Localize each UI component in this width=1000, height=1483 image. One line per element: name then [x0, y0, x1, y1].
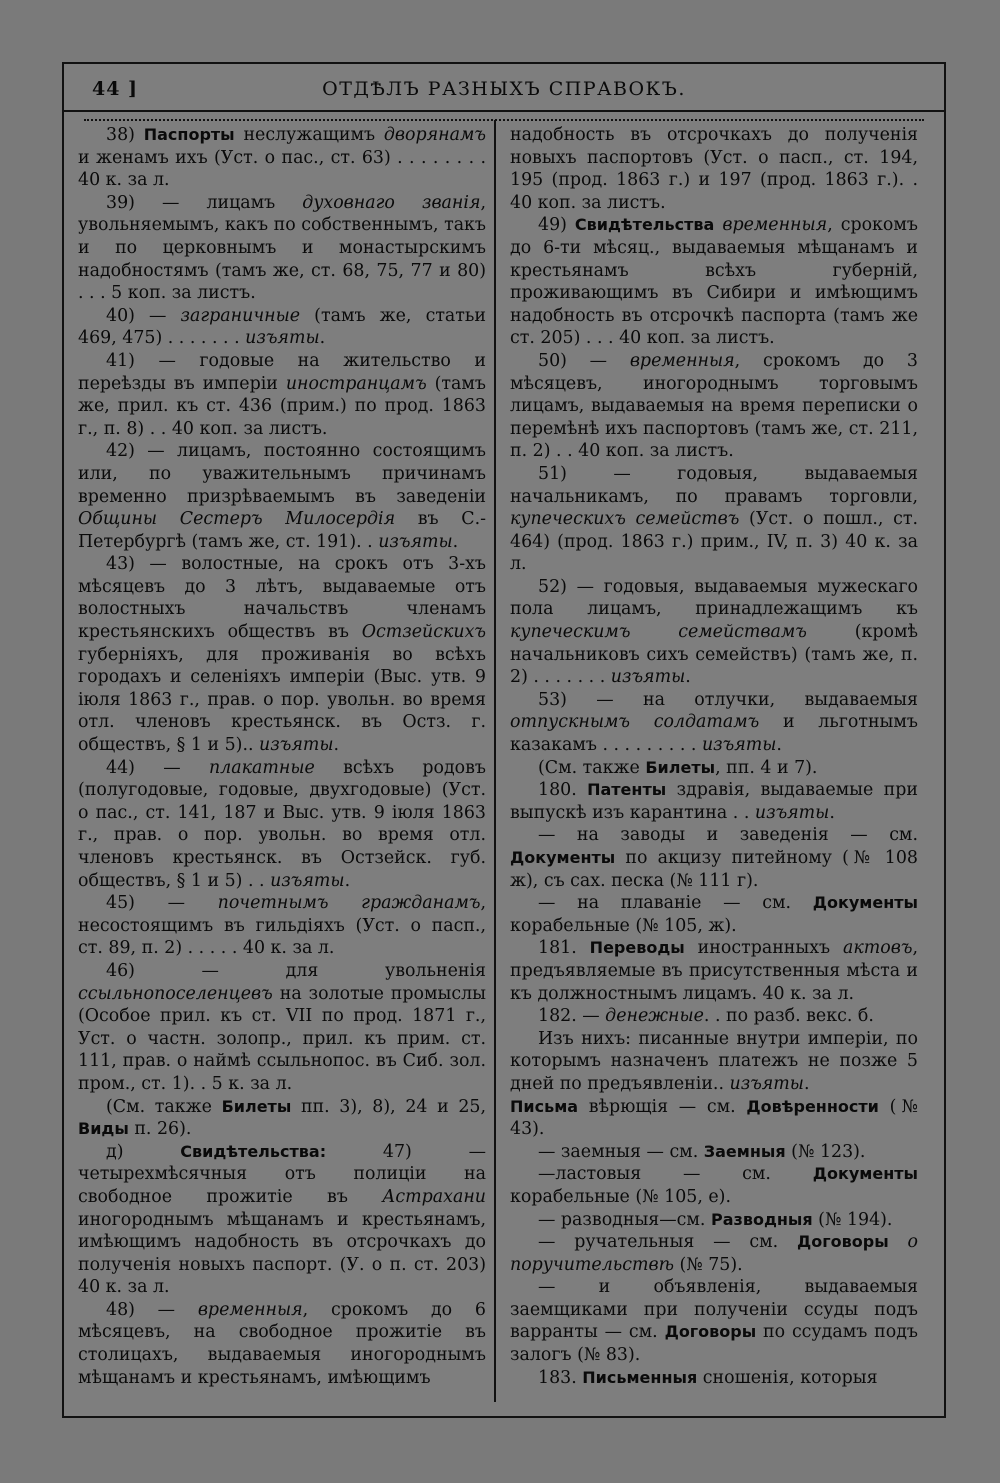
page-header — [64, 64, 944, 112]
paragraph: — разводныя—см. Разводныя (№ 194). — [538, 1209, 893, 1230]
right-column — [510, 124, 918, 1389]
page-title: ОТДѢЛЪ РАЗНЫХЪ СПРАВОКЪ. — [322, 78, 686, 100]
paragraph: Изъ нихъ: писанные внутри имперіи, по которымъ назначенъ платежъ не позже 5 дней по предъявленіи.. изъяты. — [510, 1028, 918, 1094]
paragraph: 39) — лицамъ духовнаго званія, увольняемымъ, какъ по собственнымъ, такъ и по церковнымъ и монастырскимъ надобностямъ (тамъ же, ст. 68, 75, 77 и 80) . . . 5 коп. за листъ. — [78, 192, 486, 304]
paragraph: — заемныя — см. Заемныя (№ 123). — [538, 1141, 866, 1162]
paragraph: 52) — годовыя, выдаваемыя мужескаго пола лицамъ, принадлежащимъ къ купеческимъ семействамъ (кромѣ начальниковъ сихъ семействъ) (тамъ же, п. 2) . . . . . . . изъяты. — [510, 576, 918, 688]
paragraph: 42) — лицамъ, постоянно состоящимъ или, по уважительнымъ причинамъ временно призрѣваемымъ въ заведеніи Общины Сестеръ Милосердія въ С.-Петербургѣ (тамъ же, ст. 191). . изъяты. — [78, 441, 486, 552]
paragraph: (См. также Билеты пп. 3), 8), 24 и 25, Виды п. 26). — [78, 1096, 486, 1140]
paragraph: 48) — временныя, срокомъ до 6 мѣсяцевъ, на свободное прожитіе въ столицахъ, выдаваемыя иногороднымъ мѣщанамъ и крестьянамъ, имѣющимъ — [78, 1299, 486, 1388]
page-number: 44 ] — [92, 78, 139, 100]
paragraph: 181. Переводы иностранныхъ актовъ, предъявляемые въ присутственныя мѣста и къ должностнымъ лицамъ. 40 к. за л. — [510, 938, 919, 1004]
paragraph: 38) Паспорты неслужащимъ дворянамъ и женамъ ихъ (Уст. о пас., ст. 63) . . . . . . . . 40 к. за л. — [78, 125, 486, 191]
paragraph: 49) Свидѣтельства временныя, срокомъ до 6-ти мѣсяц., выдаваемыя мѣщанамъ и крестьянамъ всѣхъ губерній, проживающимъ въ Сибири и имѣющимъ надобность въ отсрочкѣ паспорта (тамъ же ст. 205) . . . 40 коп. за листъ. — [510, 215, 918, 349]
paragraph: 46) — для увольненія ссыльнопоселенцевъ на золотые промыслы (Особое прил. къ ст. VII по прод. 1871 г., Уст. о частн. золопр., прил. къ прим. ст. 111, прав. о наймѣ ссыльнопос. въ Сиб. зол. пром., ст. 1). . 5 к. за л. — [78, 960, 486, 1094]
paragraph: 53) — на отлучки, выдаваемыя отпускнымъ солдатамъ и льготнымъ казакамъ . . . . . . . . . изъяты. — [510, 689, 918, 756]
paragraph: 44) — плакатные всѣхъ родовъ (полугодовые, годовые, двухгодовые) (Уст. о пас., ст. 141, 187 и Выс. утв. 9 іюля 1863 г., прав. о пор. увольн. во время отл. членовъ крестьянск. въ Остзейск. губ. обществъ, § 1 и 5) . . изъяты. — [78, 757, 486, 891]
paragraph: 51) — годовыя, выдаваемыя начальникамъ, по правамъ торговли, купеческихъ семействъ (Уст. о пошл., ст. 464) (прод. 1863 г.) прим., IV, п. 3) 40 к. за л. — [510, 463, 918, 575]
paragraph: — и объявленія, выдаваемыя заемщиками при полученіи ссуды подъ варранты — см. Договоры по ссудамъ подъ залогъ (№ 83). — [510, 1277, 918, 1366]
paragraph: 50) — временныя, срокомъ до 3 мѣсяцевъ, иногороднымъ торговымъ лицамъ, выдаваемыя на время переписки о перемѣнѣ ихъ паспортовъ (тамъ же, ст. 211, п. 2) . . 40 коп. за листъ. — [510, 350, 918, 462]
book-page — [62, 62, 946, 1418]
paragraph: 182. — денежные. . по разб. векс. б. — [538, 1006, 874, 1027]
paragraph: (См. также Билеты, пп. 4 и 7). — [538, 757, 818, 778]
paragraph: 180. Патенты здравія, выдаваемые при выпускѣ изъ карантина . . изъяты. — [510, 780, 918, 823]
paragraph: Письма вѣрющія — см. Довѣренности (№ 43). — [510, 1096, 918, 1140]
paragraph: 43) — волостные, на срокъ отъ 3-хъ мѣсяцевъ до 3 лѣтъ, выдаваемые отъ волостныхъ начальствъ членамъ крестьянскихъ обществъ въ Остзейскихъ губерніяхъ, для проживанія во всѣхъ городахъ и селеніяхъ имперіи (Выс. утв. 9 іюля 1863 г., прав. о пор. увольн. во время отл. членовъ крестьянск. въ Остз. г. обществъ, § 1 и 5).. изъяты. — [78, 554, 486, 756]
column-divider — [494, 120, 496, 1402]
paragraph: надобность въ отсрочкахъ до полученія новыхъ паспортовъ (Уст. о пасп., ст. 194, 195 (прод. 1863 г.) и 197 (прод. 1863 г.). . 40 коп. за листъ. — [510, 125, 918, 213]
paragraph: 41) — годовые на жительство и переѣзды въ имперіи иностранцамъ (тамъ же, прил. къ ст. 436 (прим.) по прод. 1863 г., п. 8) . . 40 коп. за листъ. — [78, 350, 486, 439]
left-column — [78, 124, 486, 1389]
paragraph: д) Свидѣтельства: 47) — четырехмѣсячныя отъ полиціи на свободное прожитіе въ Астрахани иногороднымъ мѣщанамъ и крестьянамъ, имѣющимъ надобность въ отсрочкахъ до полученія новыхъ паспорт. (У. о п. ст. 203) 40 к. за л. — [78, 1141, 486, 1298]
paragraph: —ластовыя — см. Документы корабельные (№ 105, е). — [510, 1164, 918, 1207]
paragraph: 45) — почетнымъ гражданамъ, несостоящимъ въ гильдіяхъ (Уст. о пасп., ст. 89, п. 2) . . . . . 40 к. за л. — [78, 893, 486, 959]
paragraph: — ручательныя — см. Договоры о поручительствѣ (№ 75). — [510, 1232, 919, 1275]
header-ornament-rule — [84, 111, 924, 121]
paragraph: — на заводы и заведенія — см. Документы по акцизу питейному (№ 108 ж), съ сах. песка (№ 111 г). — [510, 825, 918, 891]
paragraph: — на плаваніе — см. Документы корабельные (№ 105, ж). — [510, 893, 918, 936]
paragraph: 183. Письменныя сношенія, которыя — [538, 1367, 878, 1388]
paragraph: 40) — заграничные (тамъ же, статьи 469, 475) . . . . . . . изъяты. — [78, 305, 486, 349]
